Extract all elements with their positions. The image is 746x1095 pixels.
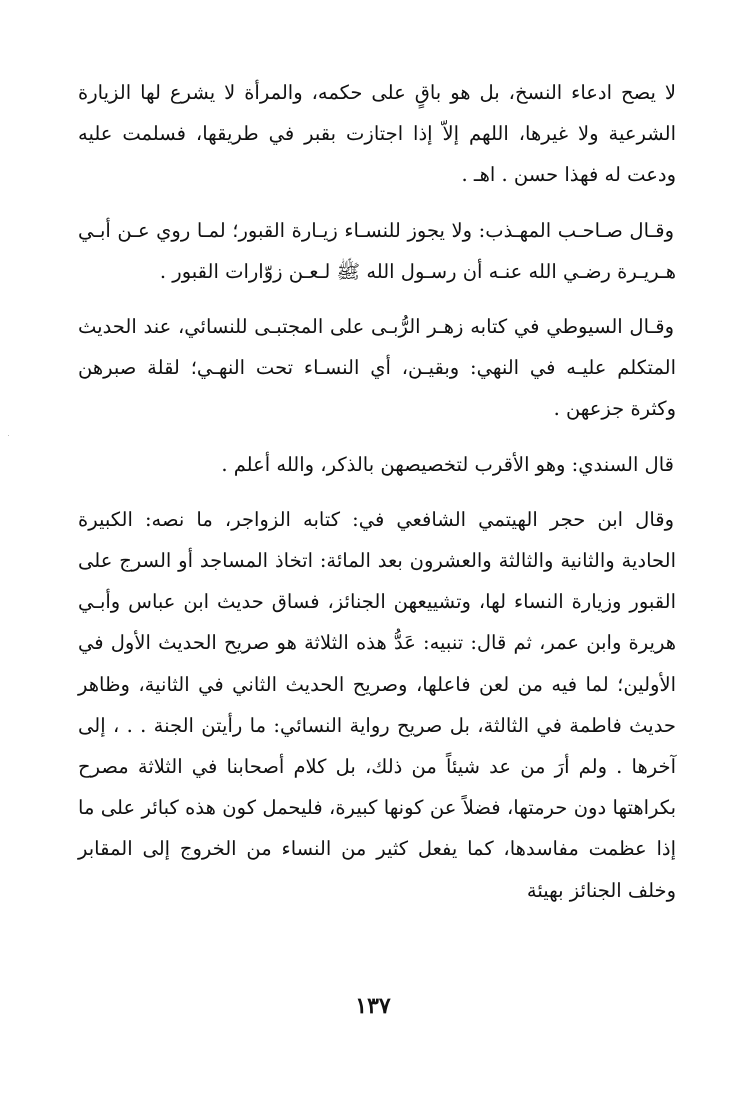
paragraph-3: وقـال السيوطي في كتابه زهـر الرُّبـى على المجتبـى للنسائي، عند الحديث المتكلم عليـه في النهي: وبقيـن، أي النسـاء تحت النهـي؛ لقلة صبرهن وكثرة جزعهن . — [78, 315, 676, 421]
paragraph-2: وقـال صـاحـب المهـذب: ولا يجوز للنسـاء زيـارة القبور؛ لمـا روي عـن أبـي هـريـرة رضـي الله عنـه أن رسـول الله ﷺ لـعـن زوّارات القبور . — [78, 218, 676, 283]
paragraph-1: لا يصح ادعاء النسخ، بل هو باقٍ على حكمه، والمرأة لا يشرع لها الزيارة الشرعية ولا غيرها، اللهم إلاّ إذا اجتازت بقبر في طريقها، فسلمت عليه ودعت له فهذا حسن . اهـ . — [78, 81, 676, 187]
scan-speck — [8, 435, 9, 436]
paragraph-4: قال السندي: وهو الأقرب لتخصيصهن بالذكر، والله أعلم . — [221, 452, 674, 476]
page-number: ١٣٧ — [355, 993, 391, 1019]
body-text — [78, 72, 676, 925]
paragraph-5: وقال ابن حجر الهيتمي الشافعي في: كتابه الزواجر، ما نصه: الكبيرة الحادية والثانية والثالثة والعشرون بعد المائة: اتخاذ المساجد أو السرج على القبور وزيارة النساء لها، وتشييعهن الجنائز، فساق حديث ابن عباس وأبـي هريرة وابن عمر، ثم قال: تنبيه: عَدُّ هذه الثلاثة هو صريح الحديث الأول في الأولين؛ لما فيه من لعن فاعلها، وصريح الحديث الثاني في الثانية، وظاهر حديث فاطمة في الثالثة، بل صريح رواية النسائي: ما رأيتن الجنة . . ، إلى آخرها . ولم أرَ من عد شيئاً من ذلك، بل كلام أصحابنا في الثلاثة مصرح بكراهتها دون حرمتها، فضلاً عن كونها كبيرة، فليحمل كون هذه كبائر على ما إذا عظمت مفاسدها، كما يفعل كثير من النساء من الخروج إلى المقابر وخلف الجنائز بهيئة — [78, 507, 676, 902]
